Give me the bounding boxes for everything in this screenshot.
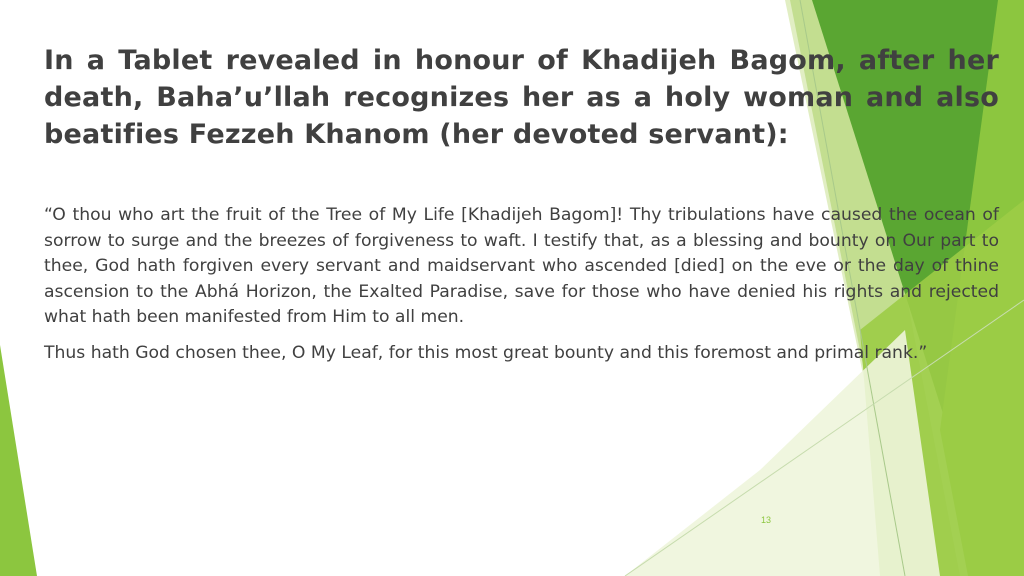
slide-title: In a Tablet revealed in honour of Khadijeh Bagom, after her death, Baha’u’llah recognizes her as a holy woman and also beatifies Fezzeh Khanom (her devoted servant):: [44, 45, 999, 150]
quote-paragraph-1: “O thou who art the fruit of the Tree of My Life [Khadijeh Bagom]! Thy tribulations have caused the ocean of sorrow to surge and the breezes of forgiveness to waft. I testify that, as a blessing and bounty on Our part to thee, God hath forgiven every servant and maidservant who ascended [died] on the eve or the day of thine ascension to the Abhá Horizon, the Exalted Paradise, save for those who have denied his rights and rejected what hath been manifested from Him to all men.: [44, 205, 999, 328]
quote-paragraph-2: Thus hath God chosen thee, O My Leaf, for this most great bounty and this foremost and primal rank.”: [44, 342, 928, 363]
facet-left: [0, 345, 37, 576]
page-number: 13: [760, 515, 771, 525]
quote-body: [44, 203, 999, 377]
